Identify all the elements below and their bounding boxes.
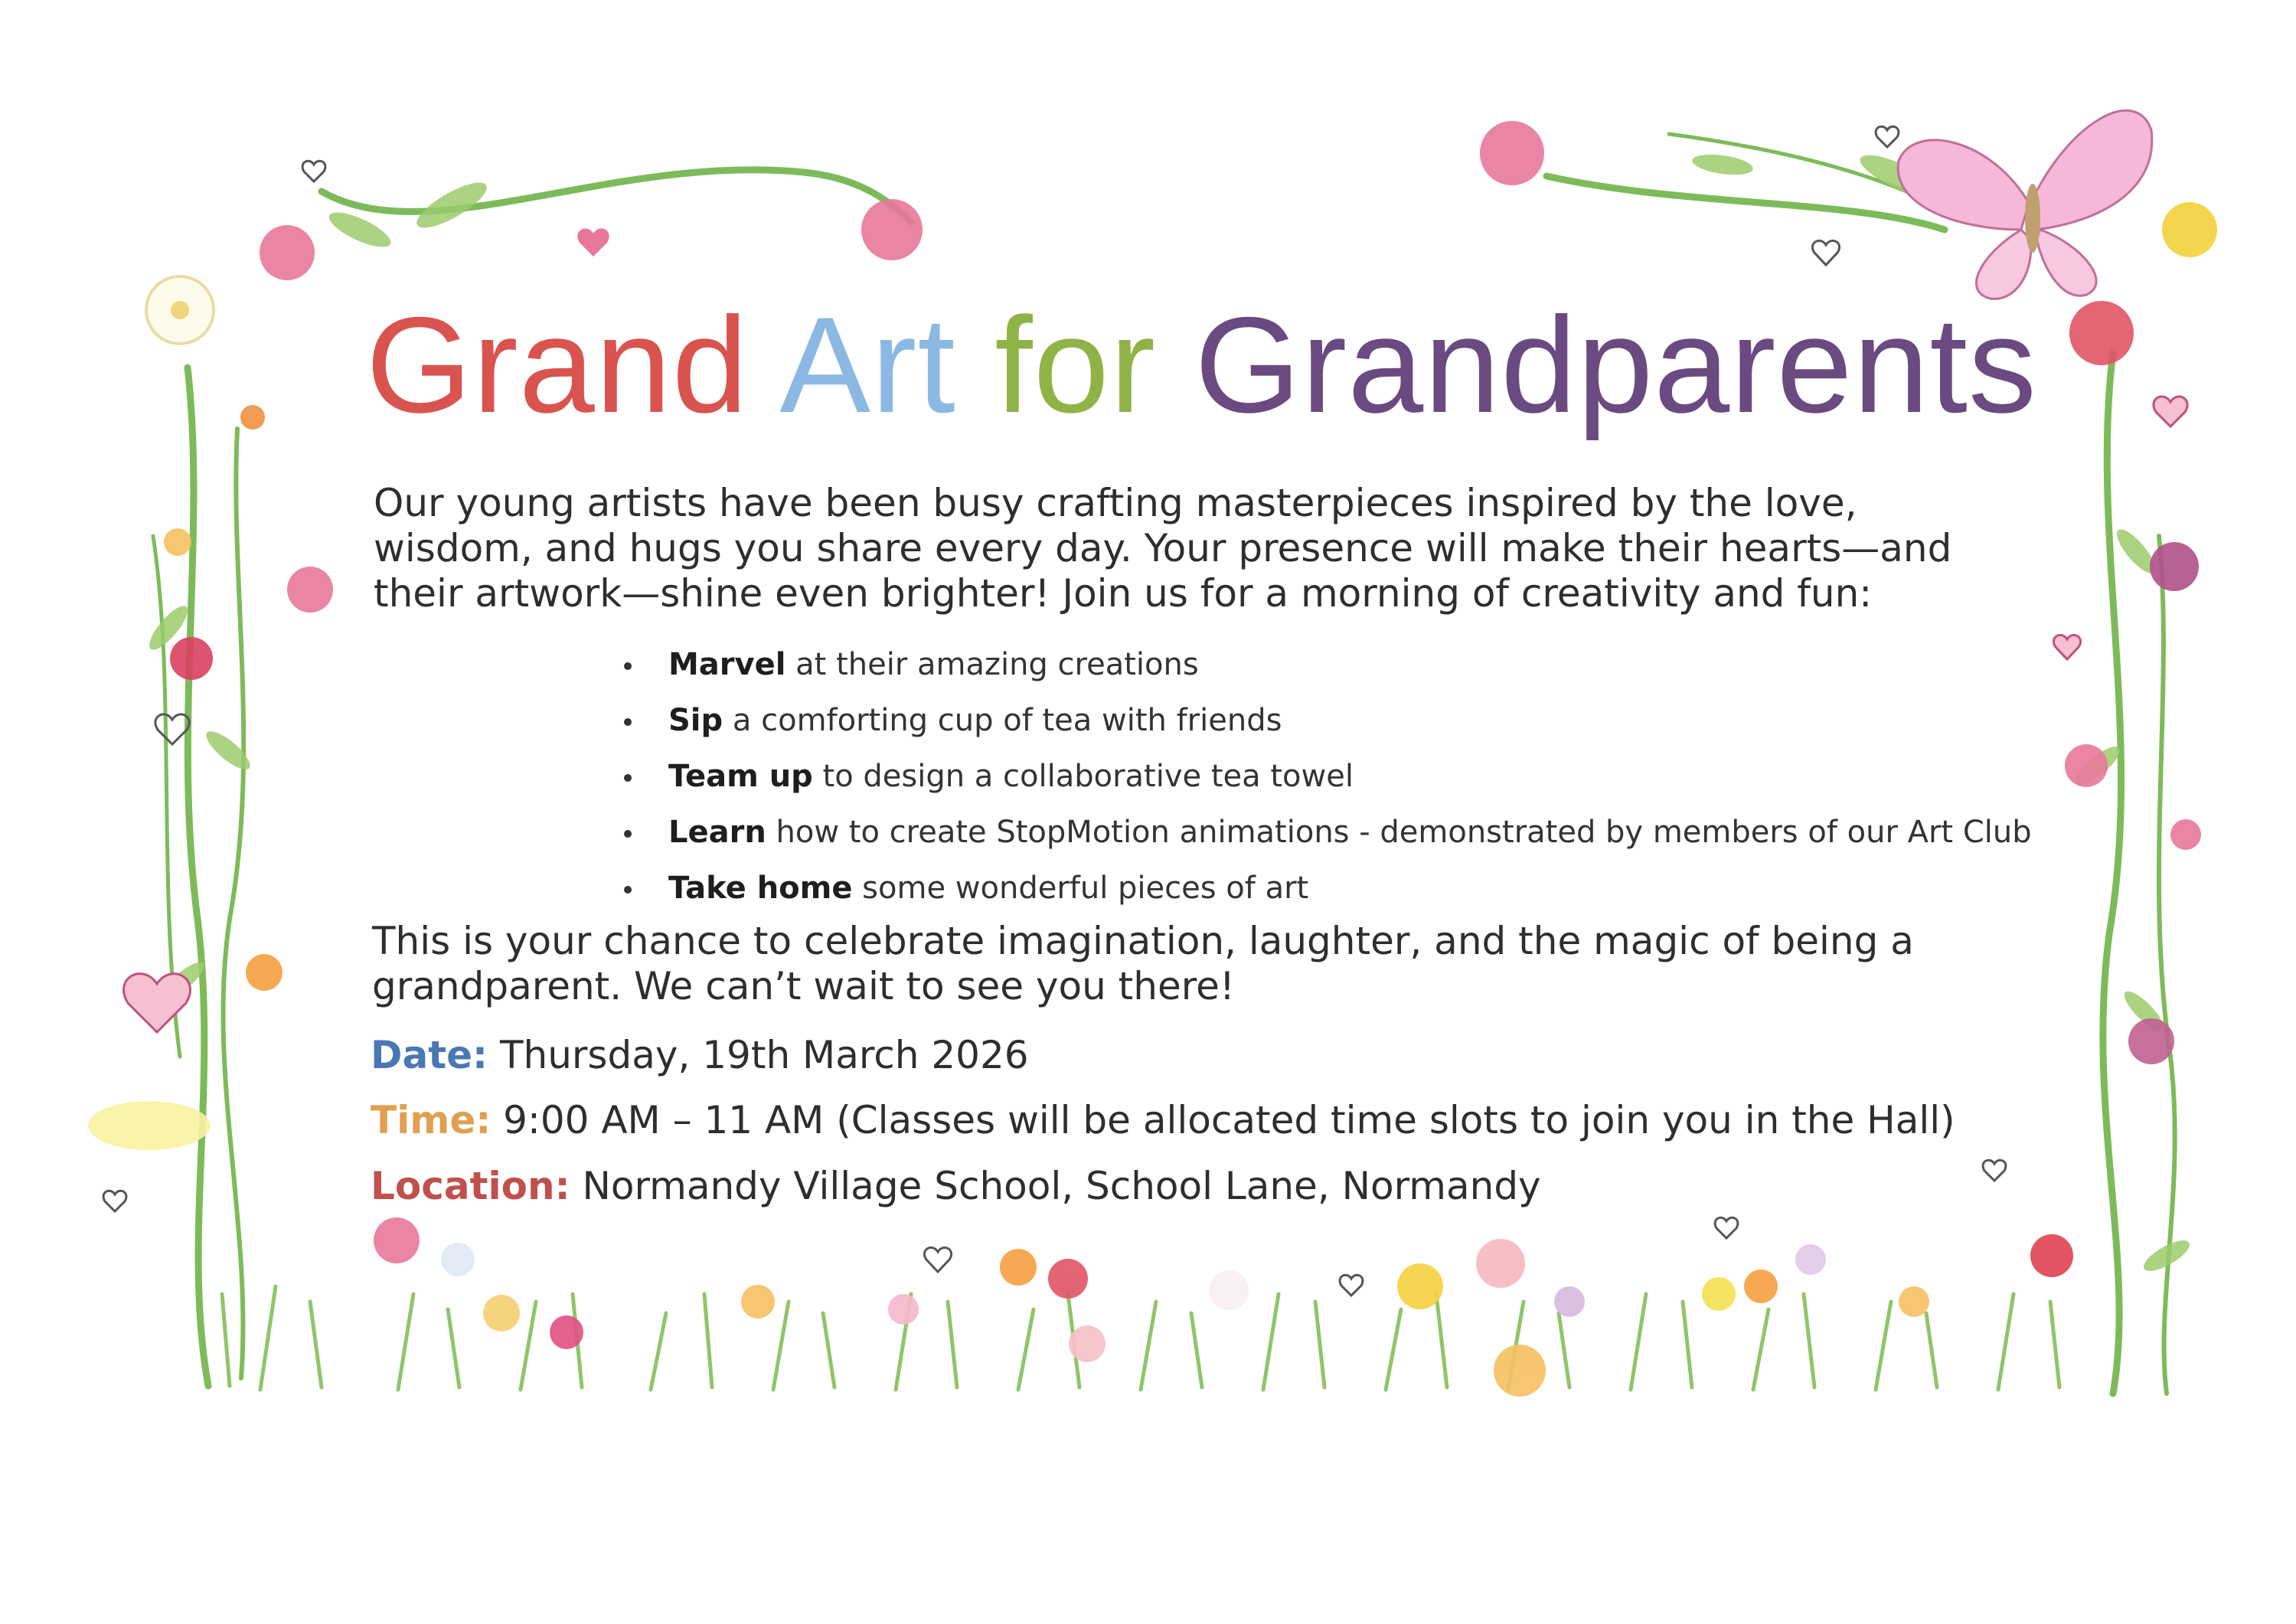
list-item-bold: Take home — [668, 871, 853, 906]
time-label: Time: — [371, 1098, 492, 1142]
date-label: Date: — [371, 1033, 488, 1077]
list-item-text: to design a collaborative tea towel — [812, 759, 1354, 794]
butterfly-icon — [1898, 110, 2152, 299]
date-value: Thursday, 19th March 2026 — [488, 1033, 1029, 1077]
list-item-text: some wonderful pieces of art — [852, 871, 1309, 906]
list-item — [624, 749, 2032, 805]
page-title — [366, 289, 2037, 441]
list-item-text: how to create StopMotion animations - demonstrated by members of our Art Club — [766, 815, 2032, 850]
date-line — [371, 1032, 1029, 1078]
location-value: Normandy Village School, School Lane, Normandy — [570, 1164, 1541, 1208]
list-item-bold: Team up — [668, 759, 813, 794]
location-line — [371, 1163, 1541, 1209]
time-value: 9:00 AM – 11 AM (Classes will be allocated time slots to join you in the Hall) — [491, 1098, 1955, 1142]
list-item — [624, 861, 2032, 917]
list-item-bold: Sip — [668, 703, 723, 738]
list-item-bold: Learn — [668, 815, 766, 850]
title-word-4: Grandparents — [1194, 289, 2037, 441]
list-item — [624, 693, 2032, 749]
title-word-3: for — [994, 289, 1157, 441]
list-item-text: at their amazing creations — [785, 647, 1199, 682]
list-item — [624, 637, 2032, 693]
activity-list — [624, 637, 2032, 917]
list-item-text: a comforting cup of tea with friends — [723, 703, 1282, 738]
intro-paragraph: Our young artists have been busy crafting masterpieces inspired by the love, wisdom, and hugs you share every day. Your presence will make their hearts—and their artwork—shine even brighter! Join us for a morning of creativity and fun: — [374, 481, 1952, 616]
title-word-1: Grand — [366, 289, 749, 441]
list-item-bold: Marvel — [668, 647, 786, 682]
closing-paragraph: This is your chance to celebrate imagination, laughter, and the magic of being a grandparent. We can’t wait to see you there! — [372, 919, 1914, 1008]
list-item — [624, 805, 2032, 861]
location-label: Location: — [371, 1164, 570, 1208]
title-word-2: Art — [779, 289, 956, 441]
time-line — [371, 1097, 1955, 1143]
